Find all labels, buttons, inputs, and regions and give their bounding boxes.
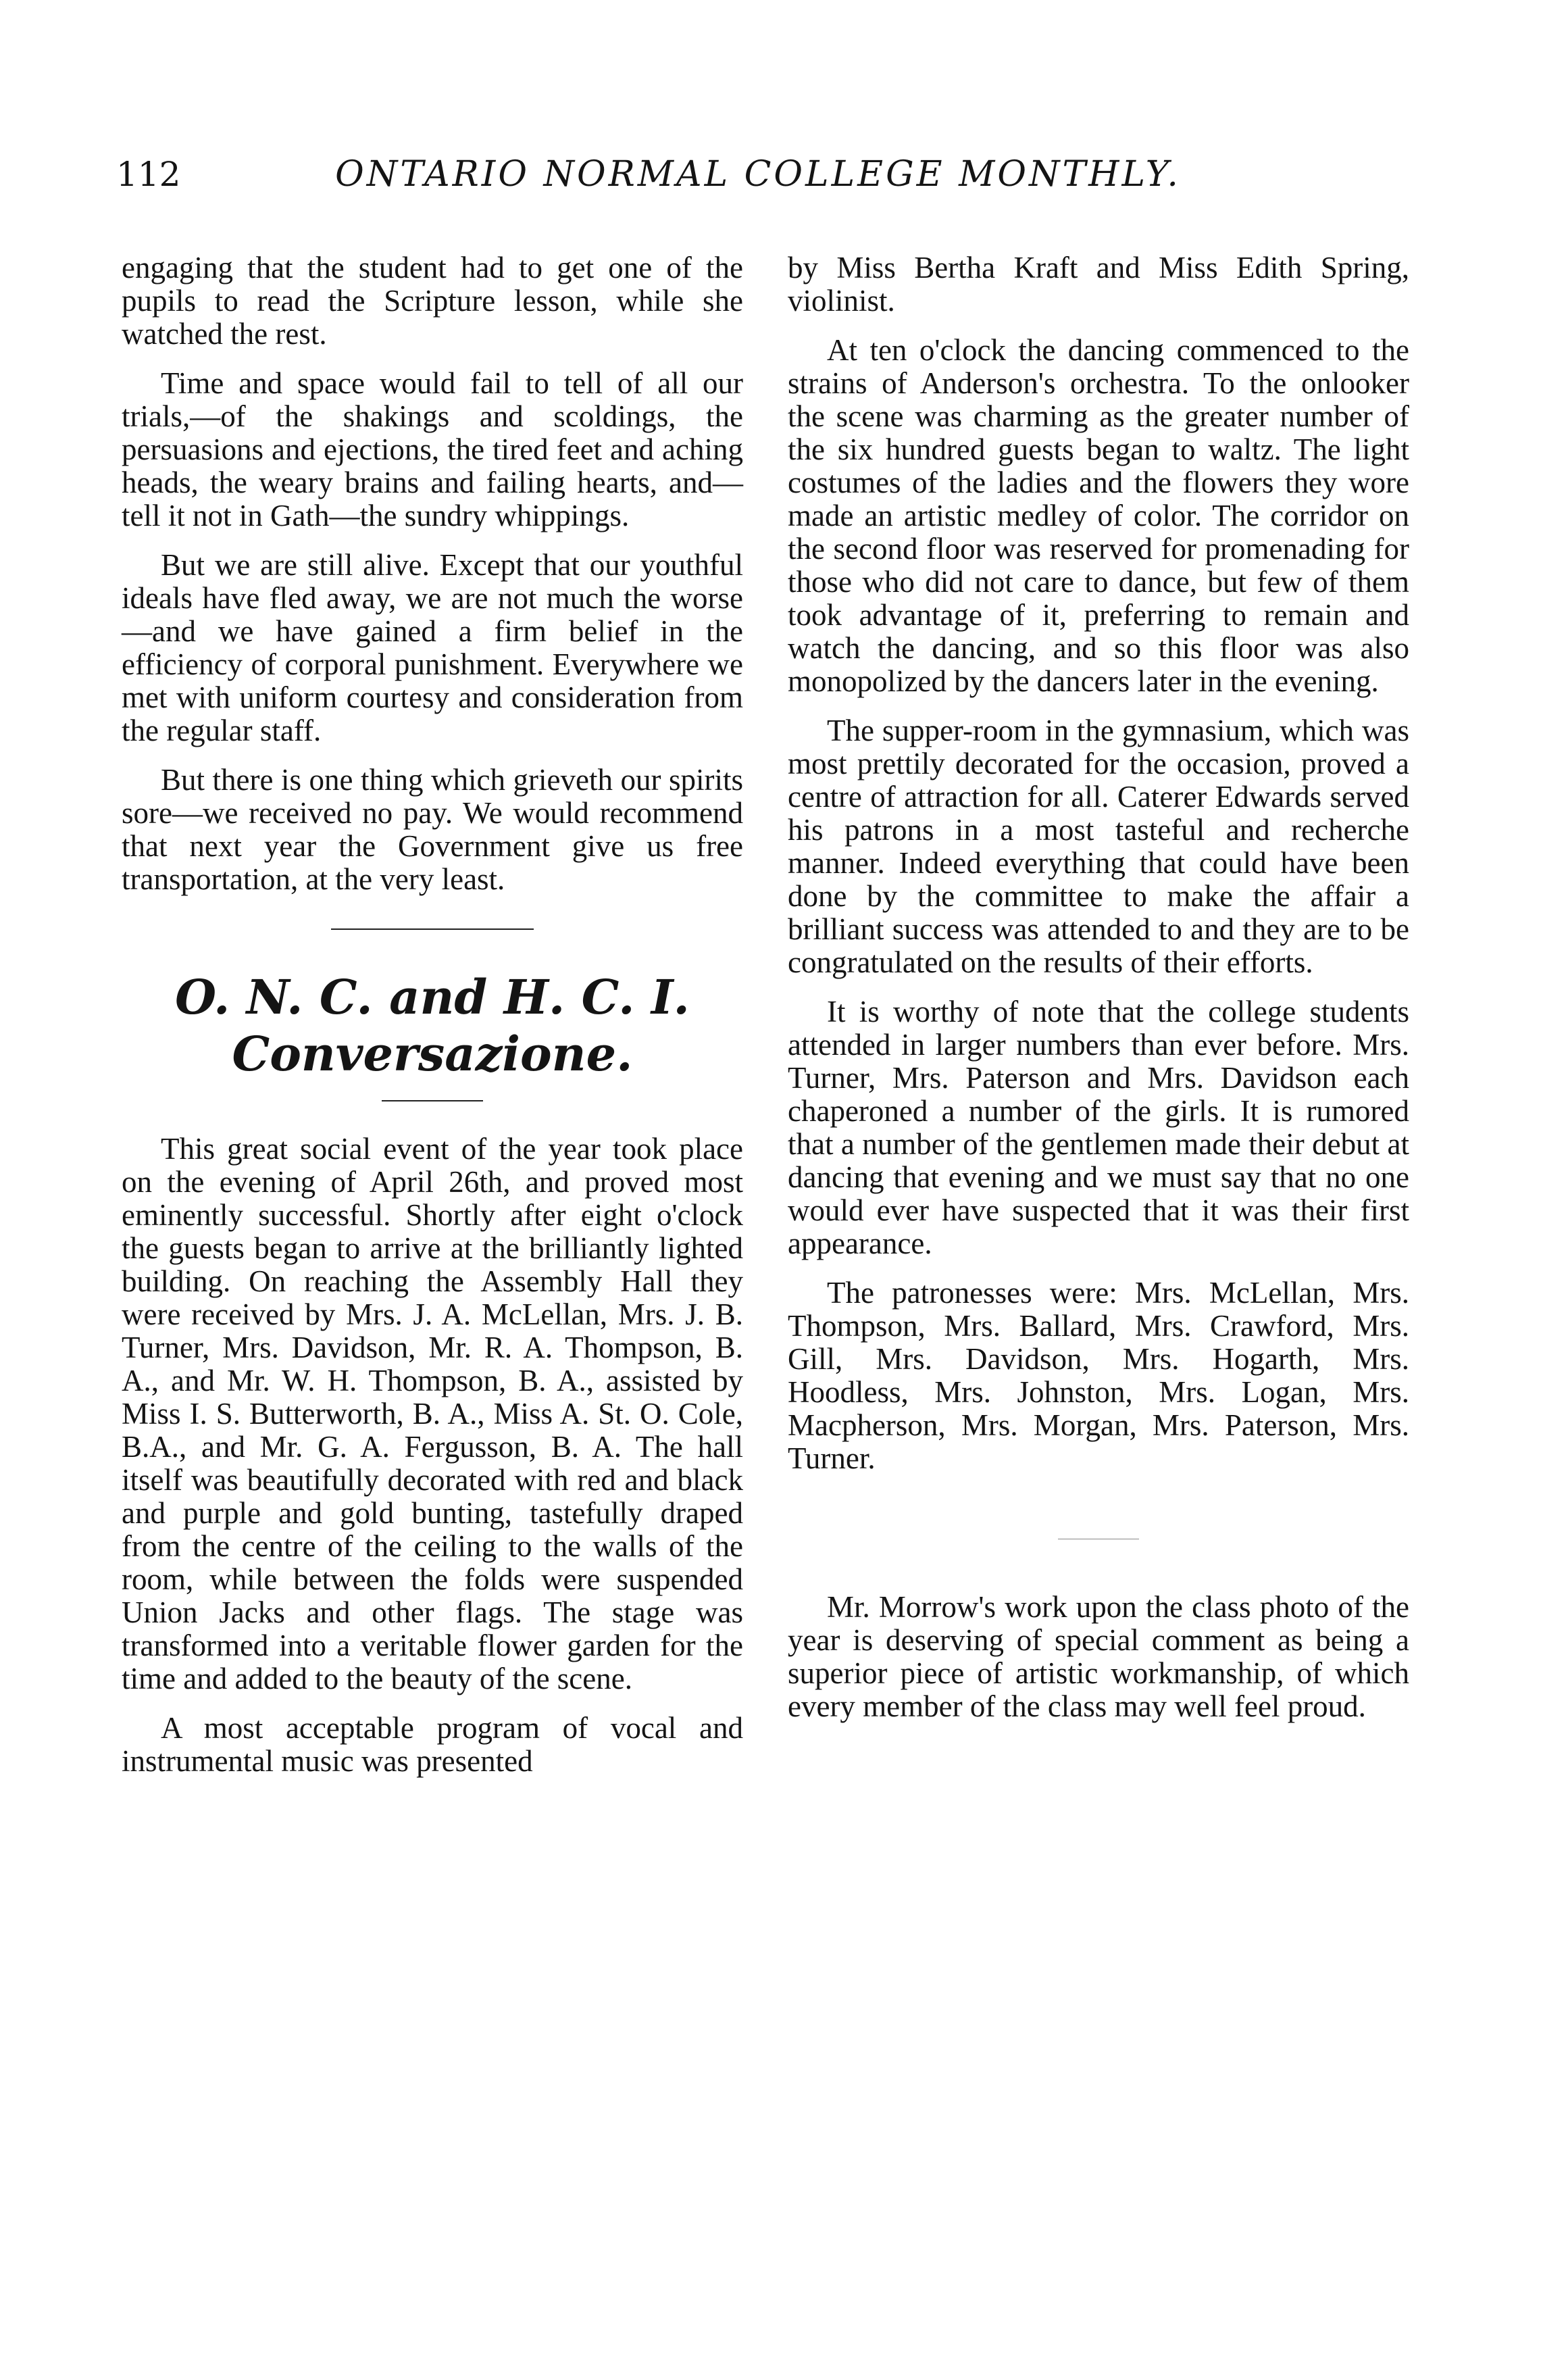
- left-column: [122, 251, 743, 1794]
- section-divider: [331, 928, 534, 930]
- paragraph: It is worthy of note that the college students attended in larger numbers than ever before. Mrs. Turner, Mrs. Paterson and Mrs. Davidson each chaperoned a number of the girls. It is rumored that a number of the gentlemen made their debut at dancing that evening and we must say that no one would ever have suspected that it was their first appearance.: [788, 995, 1409, 1260]
- page-number: 112: [116, 155, 181, 194]
- article-title: O. N. C. and H. C. I. Conversazione.: [175, 969, 690, 1082]
- paragraph: engaging that the student had to get one of the pupils to read the Scripture lesson, while she watched the rest.: [122, 251, 743, 351]
- paragraph: Time and space would fail to tell of all our trials,—of the shakings and scoldings, the persuasions and ejections, the tired feet and aching heads, the weary brains and failing hearts, and—tell it not in Gath—the sundry whippings.: [122, 366, 743, 532]
- page-header: [116, 154, 1400, 208]
- paragraph: The supper-room in the gymnasium, which was most prettily decorated for the occasion, proved a centre of attraction for all. Caterer Edwards served his patrons in a most tasteful and recherche manner. Indeed everything that could have been done by the committee to make the affair a brilliant success was attended to and they are to be congratulated on the results of their efforts.: [788, 714, 1409, 979]
- title-underline: [382, 1100, 483, 1101]
- paragraph: by Miss Bertha Kraft and Miss Edith Spring, violinist.: [788, 251, 1409, 318]
- paragraph: Mr. Morrow's work upon the class photo of the year is deserving of special comment as being a superior piece of artistic workmanship, of which every member of the class may well feel proud.: [788, 1590, 1409, 1723]
- section-spacer: [788, 1491, 1409, 1539]
- paragraph: But we are still alive. Except that our youthful ideals have fled away, we are not much the worse—and we have gained a firm belief in the efficiency of corporal punishment. Everywhere we met with uniform courtesy and consideration from the regular staff.: [122, 548, 743, 747]
- running-title: ONTARIO NORMAL COLLEGE MONTHLY.: [335, 154, 1181, 195]
- paragraph: At ten o'clock the dancing commenced to the strains of Anderson's orchestra. To the onlooker the scene was charming as the greater number of the six hundred guests began to waltz. The light costumes of the ladies and the flowers they wore made an artistic medley of color. The corridor on the second floor was reserved for promenading for those who did not care to dance, but few of them took advantage of it, preferring to remain and watch the dancing, and so this floor was also monopolized by the dancers later in the evening.: [788, 333, 1409, 698]
- paragraph: The patronesses were: Mrs. McLellan, Mrs. Thompson, Mrs. Ballard, Mrs. Crawford, Mrs. Gill, Mrs. Davidson, Mrs. Hogarth, Mrs. Hoodless, Mrs. Johnston, Mrs. Logan, Mrs. Macpherson, Mrs. Morgan, Mrs. Paterson, Mrs. Turner.: [788, 1276, 1409, 1475]
- paragraph: A most acceptable program of vocal and instrumental music was presented: [122, 1711, 743, 1778]
- right-column: [788, 251, 1409, 1739]
- paragraph: This great social event of the year took place on the evening of April 26th, and proved most eminently successful. Shortly after eight o'clock the guests began to arrive at the brilliantly lighted building. On reaching the Assembly Hall they were received by Mrs. J. A. McLellan, Mrs. J. B. Turner, Mrs. Davidson, Mr. R. A. Thompson, B. A., and Mr. W. H. Thompson, B. A., assisted by Miss I. S. Butterworth, B. A., Miss A. St. O. Cole, B.A., and Mr. G. A. Fergusson, B. A. The hall itself was beautifully decorated with red and black and purple and gold bunting, tastefully draped from the centre of the ceiling to the walls of the room, while between the folds were suspended Union Jacks and other flags. The stage was transformed into a veritable flower garden for the time and added to the beauty of the scene.: [122, 1132, 743, 1695]
- paragraph: But there is one thing which grieveth our spirits sore—we received no pay. We would recommend that next year the Government give us free transportation, at the very least.: [122, 763, 743, 896]
